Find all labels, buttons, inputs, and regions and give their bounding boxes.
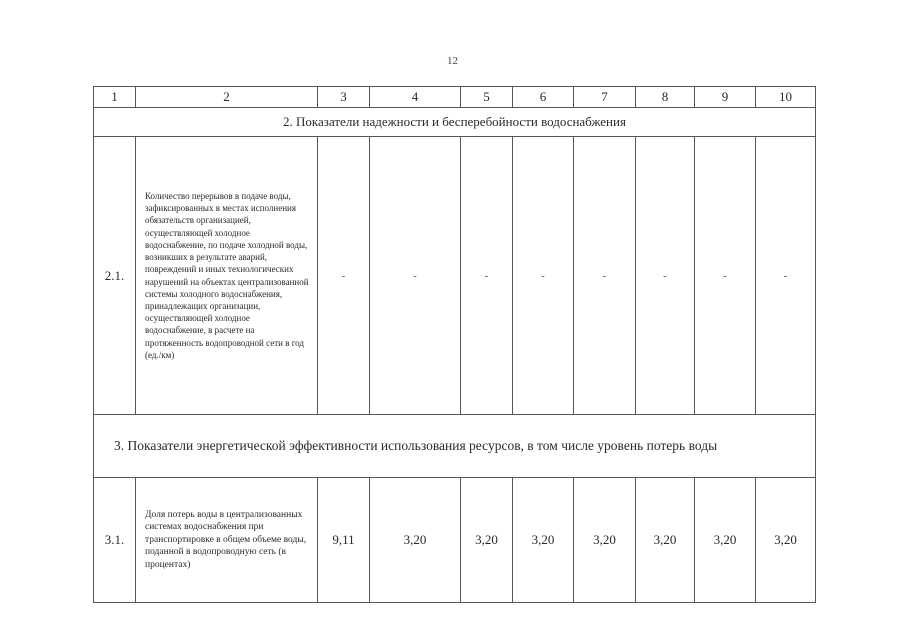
row-number: 3.1. — [94, 478, 136, 603]
value-cell: - — [756, 137, 816, 415]
value-cell: - — [318, 137, 370, 415]
header-cell: 7 — [574, 87, 636, 108]
row-description: Доля потерь воды в централизованных системах водоснабжения при транспортировке в общем объеме воды, поданной в водопроводную сеть (в процентах) — [136, 478, 318, 603]
value-cell: 3,20 — [461, 478, 513, 603]
value-cell: 3,20 — [636, 478, 695, 603]
value-cell: 3,20 — [756, 478, 816, 603]
header-cell: 10 — [756, 87, 816, 108]
row-number: 2.1. — [94, 137, 136, 415]
value-cell: - — [370, 137, 461, 415]
row-description: Количество перерывов в подаче воды, зафиксированных в местах исполнения обязательств организацией, осуществляющей холодное водоснабжение, по подаче холодной воды, возникших в результате аварий, повреждений и иных технологических нарушений на объектах централизованной системы холодного водоснабжения, принадлежащих организации, осуществляющей холодное водоснабжение, в расчете на протяженность водопроводной сети в год (ед./км) — [136, 137, 318, 415]
section-header-row — [94, 415, 816, 478]
section-header-row — [94, 108, 816, 137]
value-cell: - — [695, 137, 756, 415]
section-title: 3. Показатели энергетической эффективности использования ресурсов, в том числе уровень потерь воды — [94, 415, 816, 478]
indicators-table — [93, 86, 816, 603]
value-cell: 3,20 — [574, 478, 636, 603]
header-cell: 8 — [636, 87, 695, 108]
value-cell: 9,11 — [318, 478, 370, 603]
value-cell: - — [513, 137, 574, 415]
header-row — [94, 87, 816, 108]
header-cell: 2 — [136, 87, 318, 108]
header-cell: 6 — [513, 87, 574, 108]
value-cell: - — [574, 137, 636, 415]
value-cell: 3,20 — [513, 478, 574, 603]
header-cell: 1 — [94, 87, 136, 108]
page-number: 12 — [447, 55, 458, 67]
value-cell: 3,20 — [695, 478, 756, 603]
section-title: 2. Показатели надежности и бесперебойности водоснабжения — [94, 108, 816, 137]
value-cell: - — [636, 137, 695, 415]
table-row — [94, 478, 816, 603]
header-cell: 5 — [461, 87, 513, 108]
table-row — [94, 137, 816, 415]
header-cell: 9 — [695, 87, 756, 108]
value-cell: - — [461, 137, 513, 415]
value-cell: 3,20 — [370, 478, 461, 603]
header-cell: 4 — [370, 87, 461, 108]
header-cell: 3 — [318, 87, 370, 108]
